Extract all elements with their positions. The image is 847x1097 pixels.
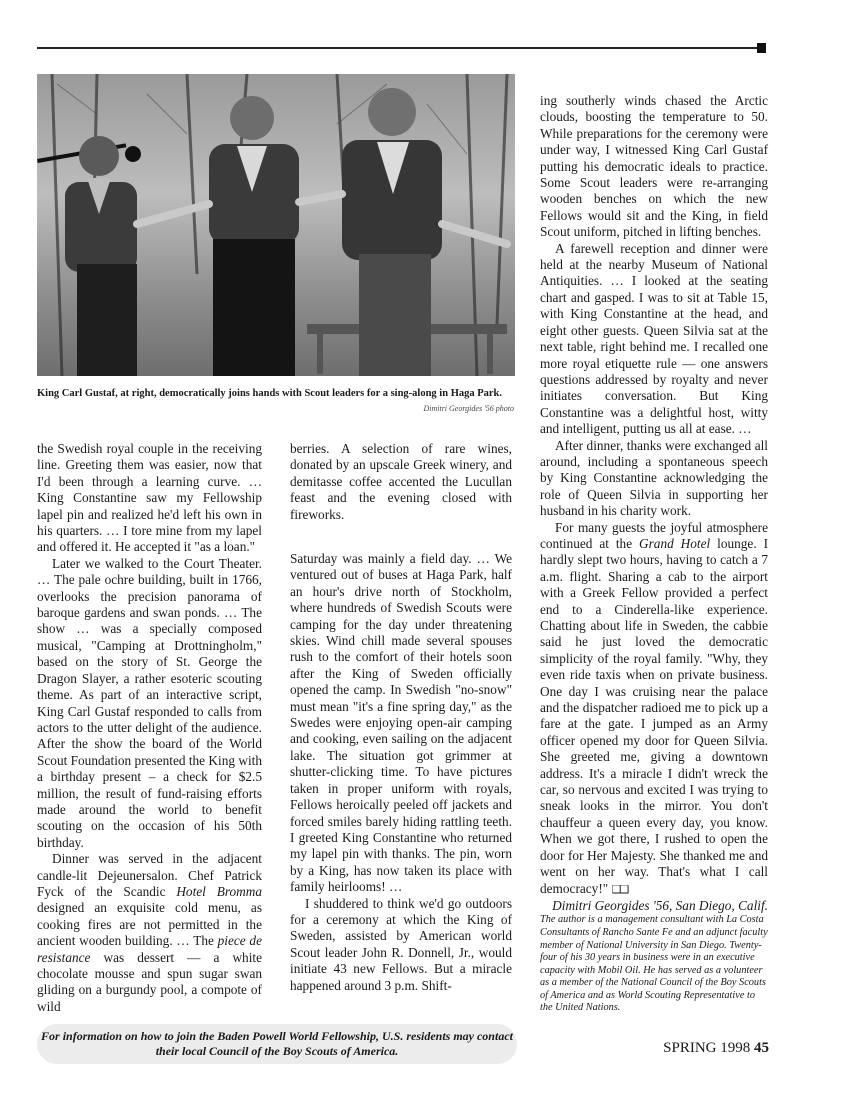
paragraph: I shuddered to think we'd go outdoors for a ceremony at which the King of Sweden, assisted by American world Scout leader John R. Donnell, Jr., would initiate 43 new Fellows. But a miracle happened around 3 p.m. Shift- bbox=[290, 895, 512, 993]
top-rule-end-block bbox=[757, 43, 766, 53]
paragraph: After dinner, thanks were exchanged all around, including a spontaneous speech by King Constantine acknowledging the role of Queen Silvia in supporting her husband in his charity work. bbox=[540, 437, 768, 519]
top-rule bbox=[37, 47, 759, 49]
end-mark: ❑❑ bbox=[611, 883, 628, 896]
paragraph: the Swedish royal couple in the receiving line. Greeting them was easier, now that I'd been through a learning curve. … King Constantine saw my Fellowship lapel pin and realized he'd left his own in his quarters. … I tore mine from my lapel and offered it. He accepted it "as a loan." bbox=[37, 441, 262, 555]
author-signature: Dimitri Georgides '56, San Diego, Calif. bbox=[552, 897, 768, 913]
info-box: For information on how to join the Baden Powell World Fellowship, U.S. residents may contact their local Council of the Boy Scouts of America. bbox=[37, 1024, 517, 1064]
paragraph: berries. A selection of rare wines, donated by an upscale Greek winery, and demitasse coffee accented the Lucullan feast and the evening closed with fireworks. bbox=[290, 441, 512, 522]
page-number: 45 bbox=[754, 1040, 769, 1056]
issue-label: SPRING 1998 bbox=[663, 1040, 751, 1056]
paragraph: A farewell reception and dinner were held at the nearby Museum of National Antiquities. … I looked at the seating chart and gasped. I was to sit at Table 15, with King Constantine at the head, and eight other guests. Queen Silvia sat at the next table, right behind me. I recalled one more royal etiquette rule — one answers questions addressed by royalty and never initiates conversation. But King Constantine was a delightful host, witty and intelligent, putting us all at ease. … bbox=[540, 240, 768, 437]
photo-caption: King Carl Gustaf, at right, democratically joins hands with Scout leaders for a sing-along in Haga Park. bbox=[37, 388, 503, 399]
page-footer bbox=[663, 1040, 769, 1057]
paragraph: ing southerly winds chased the Arctic clouds, boosting the temperature to 50. While preparations for the ceremony were under way, I witnessed King Carl Gustaf putting his democratic ideals to practice. Some Scout leaders were re-arranging wooden benches on which the new Fellows would sit and the King, in field Scout uniform, pitched in lifting benches. bbox=[540, 93, 768, 240]
paragraph: Saturday was mainly a field day. … We ventured out of buses at Haga Park, half an hour's drive north of Stockholm, where hundreds of Swedish Scouts were camping for the day under threatening skies. Wind chill made several spouses rush to the comfort of their hotels soon after the King of Sweden officially opened the camp. In Swedish "no-snow" must mean "it's a fine spring day," as the Swedes were enjoying open-air camping and cooking, even sailing on the adjacent lake. The situation got grimmer at shutter-clicking time. To have pictures taken in proper uniform with royals, Fellows heroically peeled off jackets and forced smiles barely hiding rattling teeth. I greeted King Constantine who returned my lapel pin with thanks. The pin, worn by a King, has now taken its place with family heirlooms! … bbox=[290, 551, 512, 895]
article-column-2a bbox=[290, 441, 512, 523]
article-column-2b bbox=[290, 551, 512, 994]
article-column-1 bbox=[37, 441, 262, 1015]
paragraph: Later we walked to the Court Theater. … The pale ochre building, built in 1766, overlooks the precision panorama of baroque gardens and swan ponds. … The show … was a specially composed musical, "Camping at Drottningholm," based on the story of St. George the Dragon Slayer, a rather esoteric scouting theme. As part of an interactive script, King Carl Gustaf responded to calls from actors to the utter delight of the audience. After the show the board of the World Scout Foundation presented the King with a birthday present – a check for $2.5 million, the result of fund-raising efforts made around the world to benefit scouting on the occasion of his 50th birthday. bbox=[37, 555, 262, 850]
article-column-3 bbox=[540, 93, 768, 1015]
photo-illustration bbox=[37, 74, 515, 376]
photo-credit: Dimitri Georgides '56 photo bbox=[423, 404, 514, 413]
paragraph: Dinner was served in the adjacent candle-lit Dejeunersalon. Chef Patrick Fyck of the Scandic Hotel Bromma designed an exquisite cold menu, as cooking fires are not permitted in the ancient wooden building. … The piece de resistance was dessert — a white chocolate mousse and spun sugar swan gliding on a burgundy pool, a compote of wild bbox=[37, 851, 263, 1014]
article-photo bbox=[37, 74, 515, 376]
paragraph: For many guests the joyful atmosphere continued at the Grand Hotel lounge. I hardly slept two hours, having to catch a 7 a.m. flight. Sharing a cab to the airport with a Greek Fellow provided a perfect end to a Cinderella-like experience. Chatting about life in Sweden, the cabbie said he just loved the democratic simplicity of the royal family. "Why, they even ride taxis when on private business. One day I was cruising near the palace and the dispatcher radioed me to pick up a fare at the gate. I jumped as an Army officer opened my door for Queen Silvia. She greeted me, giving a downtown address. It's a miracle I didn't wreck the car, so nervous and excited I was trying to sneak looks in the mirror. You don't chauffeur a queen every day, you know. When we got there, I rushed to open the door for Her Majesty. She thanked me and went on her way. That's what I call democracy!" ❑❑ bbox=[540, 519, 768, 896]
author-bio: The author is a management consultant with La Costa Consultants of Rancho Sante Fe and an adjunct faculty member of National University in San Diego. Twenty-four of his 30 years in business were in an executive capacity with Mobil Oil. He has served as a volunteer as a member of the National Council of the Boy Scouts of America and as World Scouting Representative to the United Nations. bbox=[540, 914, 768, 1014]
